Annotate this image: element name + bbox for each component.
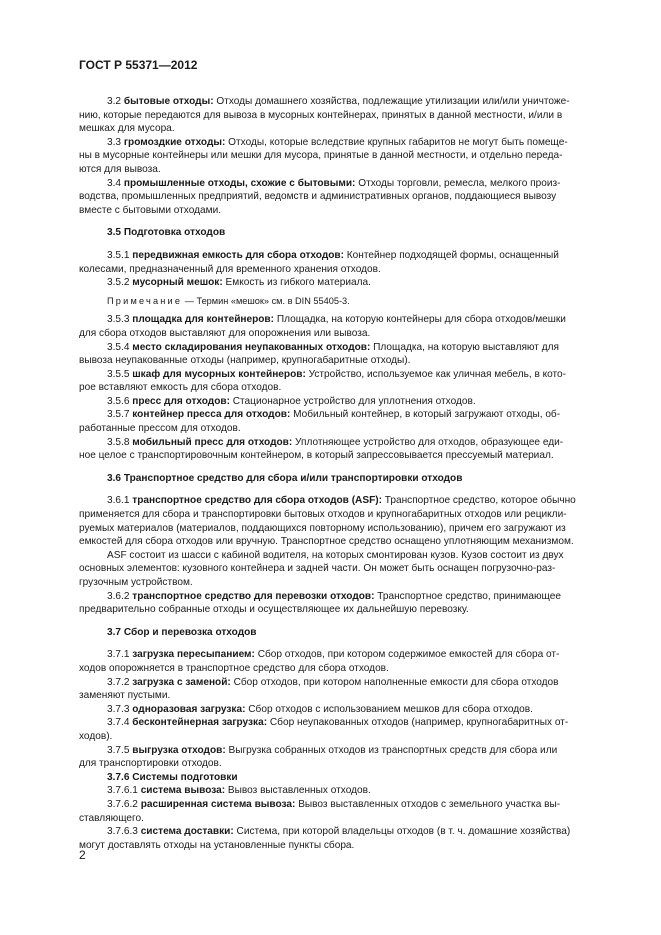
page-number: 2 [79,848,86,862]
paragraph-line: ются для вывоза. [79,163,161,175]
term: площадка для контейнеров: [132,314,275,326]
paragraph-line: рое вставляют емкость для сбора отходов. [79,382,282,394]
paragraph-line: руемых материалов (материалов, поддающихся повторному использованию), причем его загружают из [79,522,566,534]
definition-paragraph [79,95,614,109]
spacer [79,240,614,249]
clause-number: 3.3 [107,136,124,148]
definition-paragraph [79,313,614,327]
paragraph-line: применяется для сбора и транспортировки бытовых отходов и крупногабаритных отходов или рецикли- [79,509,567,521]
clause-number: 3.7.3 [107,703,133,715]
section-heading: 3.6 Транспортное средство для сбора и/или транспортировки отходов [107,472,463,484]
spacer [79,617,614,626]
definition-text: Сбор отходов, при котором наполненные емкости для сбора отходов [230,676,559,688]
paragraph-line: заменяют пустыми. [79,690,171,702]
note-label: Примечание [107,295,183,306]
definition-text: Мобильный контейнер, в который загружают отходы, об- [290,409,561,421]
clause-number: 3.5.4 [107,341,133,353]
clause-number: 3.7.6.2 [107,798,141,810]
term: передвижная емкость для сбора отходов: [132,249,344,261]
definition-paragraph [79,549,614,563]
paragraph-line: предварительно собранные отходы и осуществляющее их дальнейшую перевозку. [79,604,469,616]
definition-text: Система, при которой владельцы отходов (в т. ч. домашние хозяйства) [233,826,571,838]
term: пресс для отходов: [132,395,230,407]
term: шкаф для мусорных контейнеров: [132,368,306,380]
term: транспортное средство для перевозки отходов: [132,590,375,602]
definition-text: Выгрузка собранных отходов из транспортных средств для сбора или [225,744,558,756]
definition-paragraph [79,676,614,690]
definition-paragraph [79,276,614,290]
definition-text: Отходы, которые вследствие крупных габаритов не могут быть помеще- [225,136,568,148]
definition-paragraph [79,249,614,263]
term: система вывоза: [140,785,226,797]
paragraph-line: мешках для мусора. [79,123,175,135]
definition-text: Вывоз выставленных отходов. [225,785,371,797]
term: бесконтейнерная загрузка: [132,717,268,729]
note-text: — Термин «мешок» см. в DIN 55405-3. [182,295,350,306]
term: расширенная система вывоза: [140,798,296,810]
clause-number: 3.5.8 [107,436,133,448]
paragraph-line: основных элементов: кузовного контейнера и задней части. Он может быть оснащен погрузочно-раз- [79,563,556,575]
clause-number: 3.5.5 [107,368,133,380]
paragraph-line: ходов опорожняется в транспортное средство для сбора отходов. [79,662,389,674]
document-body [79,95,614,852]
definition-text: Устройство, используемое как уличная мебель, в кото- [305,368,567,380]
clause-number: 3.6.2 [107,590,133,602]
term: система доставки: [140,826,234,838]
clause-number: 3.7.5 [107,744,133,756]
note [79,295,614,309]
term: место складирования неупакованных отходов: [132,341,371,353]
definition-paragraph [79,798,614,812]
definition-text: Отходы домашнего хозяйства, подлежащие утилизации или/или уничтоже- [213,96,570,107]
definition-paragraph [79,744,614,758]
paragraph-line: грузочным устройством. [79,577,193,588]
document-header: ГОСТ Р 55371—2012 [79,58,198,72]
section-heading: 3.7.6 Системы подготовки [107,771,238,783]
term: громоздкие отходы: [123,136,226,148]
clause-number: 3.5.2 [107,277,133,289]
definition-paragraph [79,368,614,382]
term: транспортное средство для сбора отходов (ASF): [132,495,382,507]
paragraph-line: нию, которые передаются для вывоза в мусорных контейнерах, принятых в данной местности, и/или в [79,109,563,121]
spacer [79,217,614,226]
clause-number: 3.7.1 [107,649,133,661]
spacer [79,639,614,648]
definition-paragraph [79,436,614,450]
term: мобильный пресс для отходов: [132,436,293,448]
definition-text: Вывоз выставленных отходов с земельного участка вы- [295,798,561,810]
definition-paragraph [79,494,614,508]
section-heading: 3.7 Сбор и перевозка отходов [107,626,257,638]
paragraph-line: работанные прессом для отходов. [79,423,241,435]
spacer [79,485,614,494]
term: промышленные отходы, схожие с бытовыми: [123,177,356,189]
term: выгрузка отходов: [132,744,226,756]
term: загрузка пересыпанием: [132,649,255,661]
section-heading: 3.5 Подготовка отходов [107,227,226,239]
definition-paragraph [79,408,614,422]
definition-paragraph [79,825,614,839]
paragraph-line: ходов). [79,730,113,742]
definition-text: Емкость из гибкого материала. [222,277,371,289]
definition-text: Площадка, на которую выставляют для [370,341,559,353]
definition-text: Уплотняющее устройство для отходов, образующее еди- [292,436,564,448]
clause-number: 3.5.3 [107,314,133,326]
definition-paragraph [79,703,614,717]
definition-text: Сбор отходов, при котором содержимое емкостей для сбора от- [254,649,560,661]
definition-text: Контейнер подходящей формы, оснащенный [343,249,559,261]
definition-text: Площадка, на которую контейнеры для сбора отходов/мешки [274,314,566,326]
paragraph-line: емкостей для сбора отходов или вручную. Транспортное средство оснащено уплотняющим механизмом. [79,536,574,548]
paragraph-line: ставляющего. [79,812,144,824]
term: бытовые отходы: [123,96,214,107]
definition-text: Сбор отходов с использованием мешков для сбора отходов. [245,703,533,715]
clause-number: 3.7.2 [107,676,133,688]
definition-text: Транспортное средство, принимающее [374,590,561,602]
definition-paragraph [79,177,614,191]
definition-text: Транспортное средство, которое обычно [381,495,576,507]
definition-text: Стационарное устройство для уплотнения отходов. [229,395,476,407]
definition-paragraph [79,395,614,409]
paragraph-line: водства, промышленных предприятий, ведомств и административных органов, поддающиеся вывозу [79,191,557,203]
paragraph-line: вывоза неупакованные отходы (например, крупногабаритные отходы). [79,355,411,367]
term: мусорный мешок: [132,277,223,289]
clause-number: 3.5.6 [107,395,133,407]
clause-number: 3.7.6.1 [107,785,141,797]
clause-number: 3.2 [107,96,124,107]
term: контейнер пресса для отходов: [132,409,291,421]
clause-number: 3.6.1 [107,495,133,507]
term: одноразовая загрузка: [132,703,246,715]
paragraph-line: для сбора отходов выставляют для опорожнения или вывоза. [79,327,371,339]
definition-paragraph [79,136,614,150]
definition-paragraph [79,341,614,355]
definition-text: Отходы торговли, ремесла, мелкого произ- [355,177,561,189]
clause-number: 3.7.6.3 [107,826,141,838]
definition-text: Сбор неупакованных отходов (например, крупногабаритных от- [267,717,569,729]
paragraph-line: ное целое с транспортировочным контейнером, в который запрессовывается прессуемый материал. [79,450,554,462]
definition-paragraph [79,648,614,662]
clause-number: 3.5.1 [107,249,133,261]
paragraph-line: для транспортировки отходов. [79,758,222,770]
clause-number: 3.7.4 [107,717,133,729]
definition-paragraph [79,590,614,604]
paragraph-line: вместе с бытовыми отходами. [79,204,222,216]
clause-number: 3.4 [107,177,124,189]
term: загрузка с заменой: [132,676,231,688]
paragraph-line: ны в мусорные контейнеры или мешки для мусора, принятые в данной местности, и отдельно переда- [79,150,563,162]
paragraph-line: колесами, предназначенный для временного хранения отходов. [79,263,381,275]
definition-paragraph [79,716,614,730]
spacer [79,463,614,472]
definition-paragraph [79,784,614,798]
clause-number: 3.5.7 [107,409,133,421]
definition-text: ASF состоит из шасси с кабиной водителя, на которых смонтирован кузов. Кузов состоит из двух [107,549,564,561]
paragraph-line: могут доставлять отходы на установленные пункты сбора. [79,839,355,851]
